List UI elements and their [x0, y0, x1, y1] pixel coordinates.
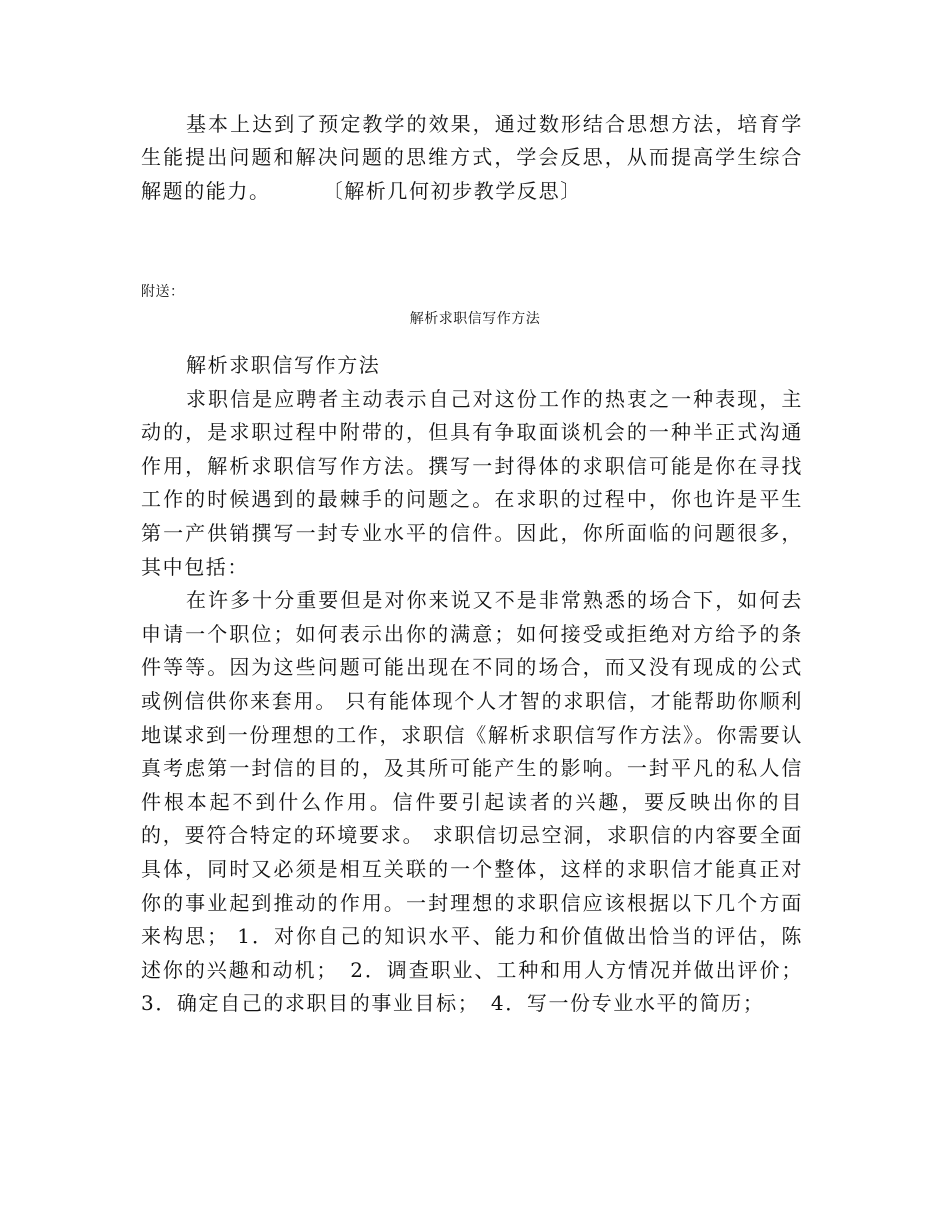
article-paragraph-1: 求职信是应聘者主动表示自己对这份工作的热衷之一种表现，主动的，是求职过程中附带的，但具有争取面谈机会的一种半正式沟通作用，解析求职信写作方法。撰写一封得体的求职信可能是你在寻找工作的时候遇到的最棘手的问题之。在求职的过程中，你也许是平生第一产供销撰写一封专业水平的信件。因此，你所面临的问题很多，其中包括： [141, 386, 803, 579]
article-paragraph-2: 在许多十分重要但是对你来说又不是非常熟悉的场合下，如何去申请一个职位；如何表示出你的满意；如何接受或拒绝对方给予的条件等等。因为这些问题可能出现在不同的场合，而又没有现成的公式或例信供你来套用。 只有能体现个人才智的求职信，才能帮助你顺利地谋求到一份理想的工作，求职信《解析求职信写作方法》。你需要认真考虑第一封信的目的，及其所可能产生的影响。一封平凡的私人信件根本起不到什么作用。信件要引起读者的兴趣，要反映出你的目的，要符合特定的环境要求。 求职信切忌空洞，求职信的内容要全面具体，同时又必须是相互关联的一个整体，这样的求职信才能真正对你的事业起到推动的作用。一封理想的求职信应该根据以下几个方面来构思； 1．对你自己的知识水平、能力和价值做出恰当的评估，陈述你的兴趣和动机； 2．调查职业、工种和用人方情况并做出评价；3．确定自己的求职目的事业目标； 4．写一份专业水平的简历； [141, 588, 803, 1016]
intro-text: 基本上达到了预定教学的效果，通过数形结合思想方法，培育学生能提出问题和解决问题的思维方式，学会反思，从而提高学生综合解题的能力。 [141, 112, 803, 203]
intro-text-line [141, 108, 803, 208]
reference-note: 〔解析几何初步教学反思〕 [332, 178, 582, 203]
attachment-title: 解析求职信写作方法 [409, 311, 541, 327]
intro-paragraph [141, 108, 803, 208]
article-body [141, 349, 803, 1021]
attachment-label: 附送： [141, 284, 185, 300]
article-heading: 解析求职信写作方法 [186, 353, 381, 377]
